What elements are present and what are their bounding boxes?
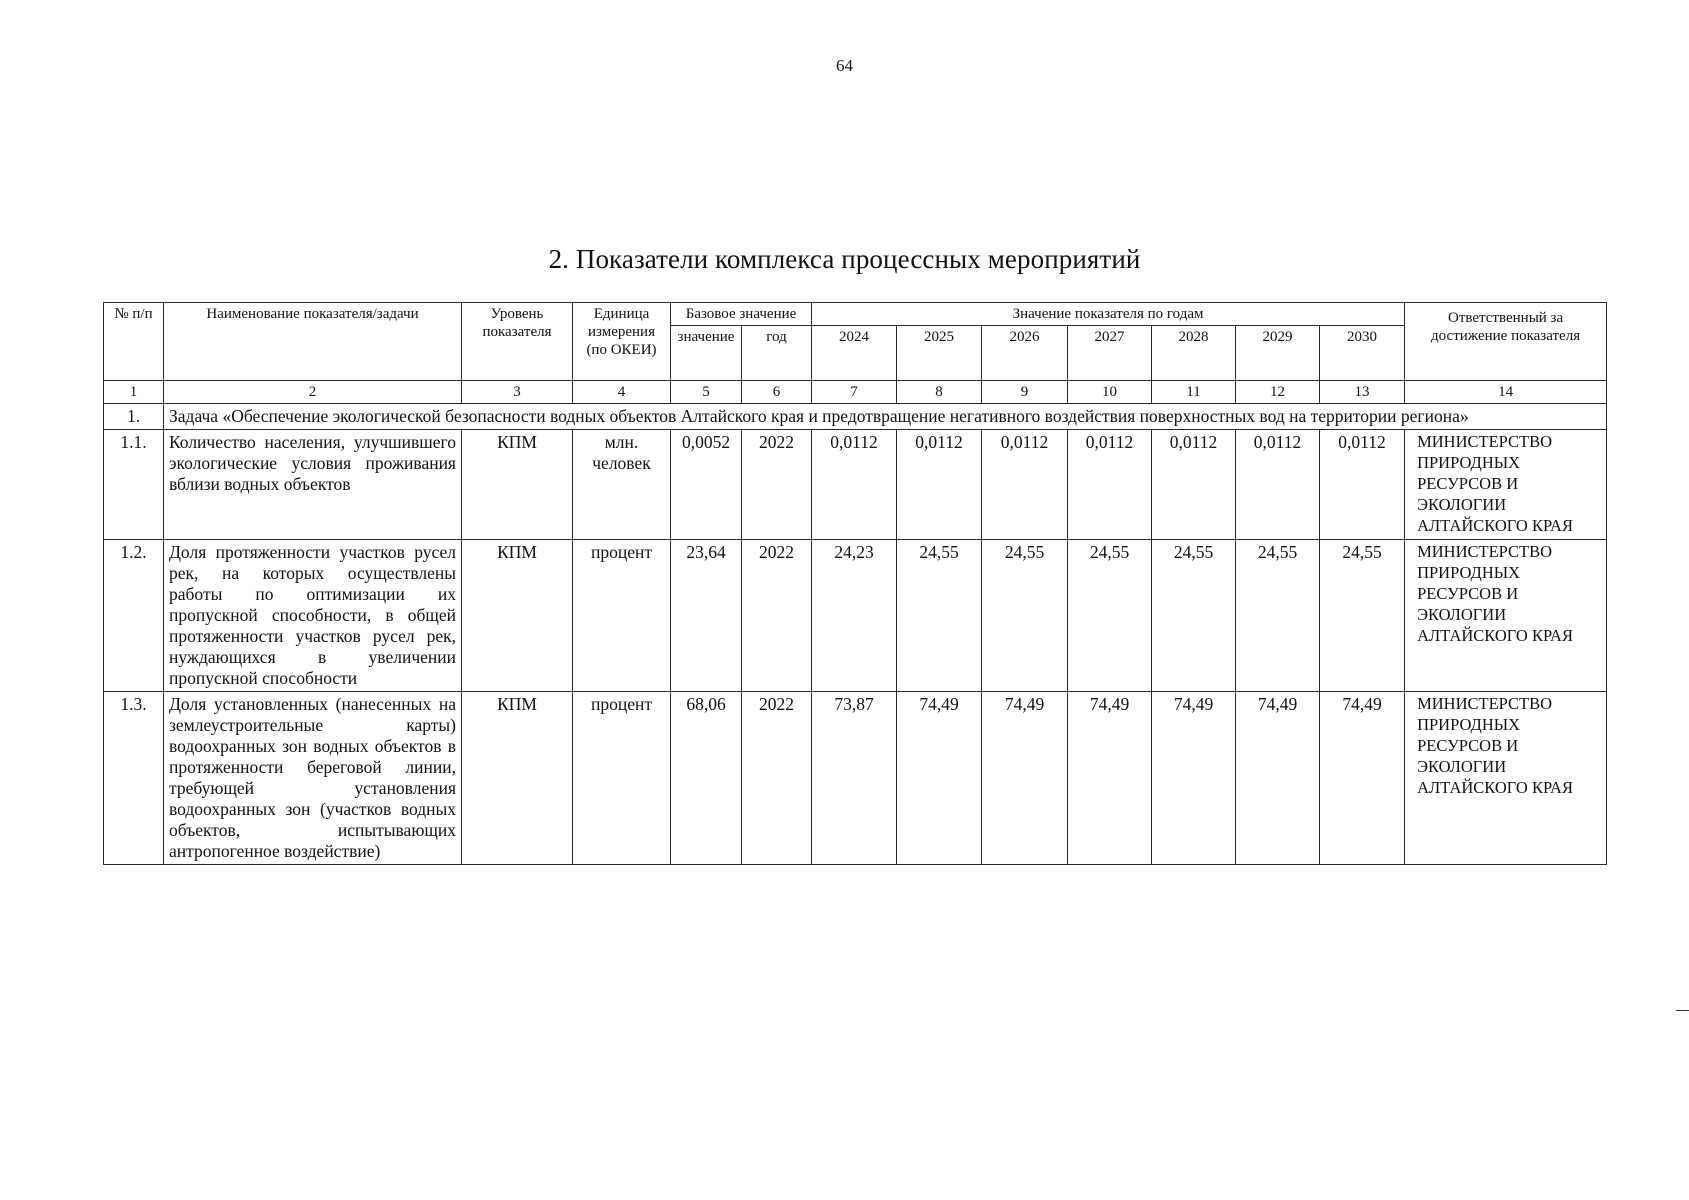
value-2028: 24,55 <box>1152 539 1236 691</box>
value-2029: 0,0112 <box>1236 430 1320 540</box>
base-year: 2022 <box>742 691 812 864</box>
indicator-name: Доля протяженности участков русел рек, на которых осуществлены работы по оптимизации их пропускной способности, в общей протяженности участков русел рек, нуждающихся в увеличении пропускной способности <box>164 539 462 691</box>
header-cell-base: Базовое значение <box>671 303 812 326</box>
column-number: 13 <box>1320 381 1405 404</box>
header-cell-base-year: год <box>742 326 812 381</box>
value-2030: 24,55 <box>1320 539 1405 691</box>
base-year: 2022 <box>742 430 812 540</box>
page-title: 2. Показатели комплекса процессных мероприятий <box>548 244 1141 274</box>
value-2027: 24,55 <box>1068 539 1152 691</box>
row-number: 1.2. <box>104 539 164 691</box>
table-row <box>104 430 1607 540</box>
column-number: 7 <box>812 381 897 404</box>
header-cell-year-2026: 2026 <box>982 326 1068 381</box>
header-cell-year-2029: 2029 <box>1236 326 1320 381</box>
header-row-top <box>104 303 1607 326</box>
column-number-row <box>104 381 1607 404</box>
value-2028: 0,0112 <box>1152 430 1236 540</box>
header-cell-level: Уровень показателя <box>462 303 573 381</box>
column-number: 1 <box>104 381 164 404</box>
task-text: Задача «Обеспечение экологической безопасности водных объектов Алтайского края и предотвращение негативного воздействия поверхностных вод на территории региона» <box>164 404 1607 430</box>
row-number: 1.3. <box>104 691 164 864</box>
value-2027: 0,0112 <box>1068 430 1152 540</box>
scan-artifact-mark <box>1676 1010 1689 1011</box>
value-2030: 74,49 <box>1320 691 1405 864</box>
column-number: 14 <box>1405 381 1607 404</box>
column-number: 4 <box>573 381 671 404</box>
value-2030: 0,0112 <box>1320 430 1405 540</box>
indicator-level: КПМ <box>462 430 573 540</box>
indicator-name: Доля установленных (нанесенных на землеустроительные карты) водоохранных зон водных объектов в протяженности береговой линии, требующей установления водоохранных зон (участков водных объектов, испытывающих антропогенное воздействие) <box>164 691 462 864</box>
column-number: 8 <box>897 381 982 404</box>
header-cell-by-year: Значение показателя по годам <box>812 303 1405 326</box>
header-cell-responsible: Ответственный за достижение показателя <box>1405 303 1607 381</box>
value-2026: 74,49 <box>982 691 1068 864</box>
header-cell-year-2027: 2027 <box>1068 326 1152 381</box>
value-2025: 74,49 <box>897 691 982 864</box>
task-row <box>104 404 1607 430</box>
value-2024: 24,23 <box>812 539 897 691</box>
column-number: 3 <box>462 381 573 404</box>
value-2024: 73,87 <box>812 691 897 864</box>
task-number: 1. <box>104 404 164 430</box>
column-number: 9 <box>982 381 1068 404</box>
indicator-unit: млн. человек <box>573 430 671 540</box>
column-number: 10 <box>1068 381 1152 404</box>
value-2027: 74,49 <box>1068 691 1152 864</box>
column-number: 12 <box>1236 381 1320 404</box>
header-cell-year-2025: 2025 <box>897 326 982 381</box>
value-2026: 0,0112 <box>982 430 1068 540</box>
base-value: 0,0052 <box>671 430 742 540</box>
column-number: 11 <box>1152 381 1236 404</box>
header-cell-base-value: значение <box>671 326 742 381</box>
column-number: 6 <box>742 381 812 404</box>
indicator-name: Количество населения, улучшившего экологические условия проживания вблизи водных объектов <box>164 430 462 540</box>
value-2029: 74,49 <box>1236 691 1320 864</box>
indicator-unit: процент <box>573 691 671 864</box>
header-cell-unit: Единица измерения (по ОКЕИ) <box>573 303 671 381</box>
table-row <box>104 539 1607 691</box>
value-2025: 24,55 <box>897 539 982 691</box>
value-2029: 24,55 <box>1236 539 1320 691</box>
column-number: 5 <box>671 381 742 404</box>
header-cell-year-2024: 2024 <box>812 326 897 381</box>
header-cell-year-2028: 2028 <box>1152 326 1236 381</box>
indicator-unit: процент <box>573 539 671 691</box>
value-2028: 74,49 <box>1152 691 1236 864</box>
responsible-agency: МИНИСТЕРСТВО ПРИРОДНЫХ РЕСУРСОВ И ЭКОЛОГИИ АЛТАЙСКОГО КРАЯ <box>1405 691 1607 864</box>
header-cell-year-2030: 2030 <box>1320 326 1405 381</box>
indicators-table <box>103 302 1607 865</box>
value-2026: 24,55 <box>982 539 1068 691</box>
responsible-agency: МИНИСТЕРСТВО ПРИРОДНЫХ РЕСУРСОВ И ЭКОЛОГИИ АЛТАЙСКОГО КРАЯ <box>1405 430 1607 540</box>
column-number: 2 <box>164 381 462 404</box>
table-row <box>104 691 1607 864</box>
indicator-level: КПМ <box>462 691 573 864</box>
page-number: 64 <box>836 56 853 75</box>
header-cell-name: Наименование показателя/задачи <box>164 303 462 381</box>
row-number: 1.1. <box>104 430 164 540</box>
responsible-agency: МИНИСТЕРСТВО ПРИРОДНЫХ РЕСУРСОВ И ЭКОЛОГИИ АЛТАЙСКОГО КРАЯ <box>1405 539 1607 691</box>
indicator-level: КПМ <box>462 539 573 691</box>
base-value: 23,64 <box>671 539 742 691</box>
value-2024: 0,0112 <box>812 430 897 540</box>
value-2025: 0,0112 <box>897 430 982 540</box>
base-year: 2022 <box>742 539 812 691</box>
base-value: 68,06 <box>671 691 742 864</box>
header-cell-no: № п/п <box>104 303 164 381</box>
